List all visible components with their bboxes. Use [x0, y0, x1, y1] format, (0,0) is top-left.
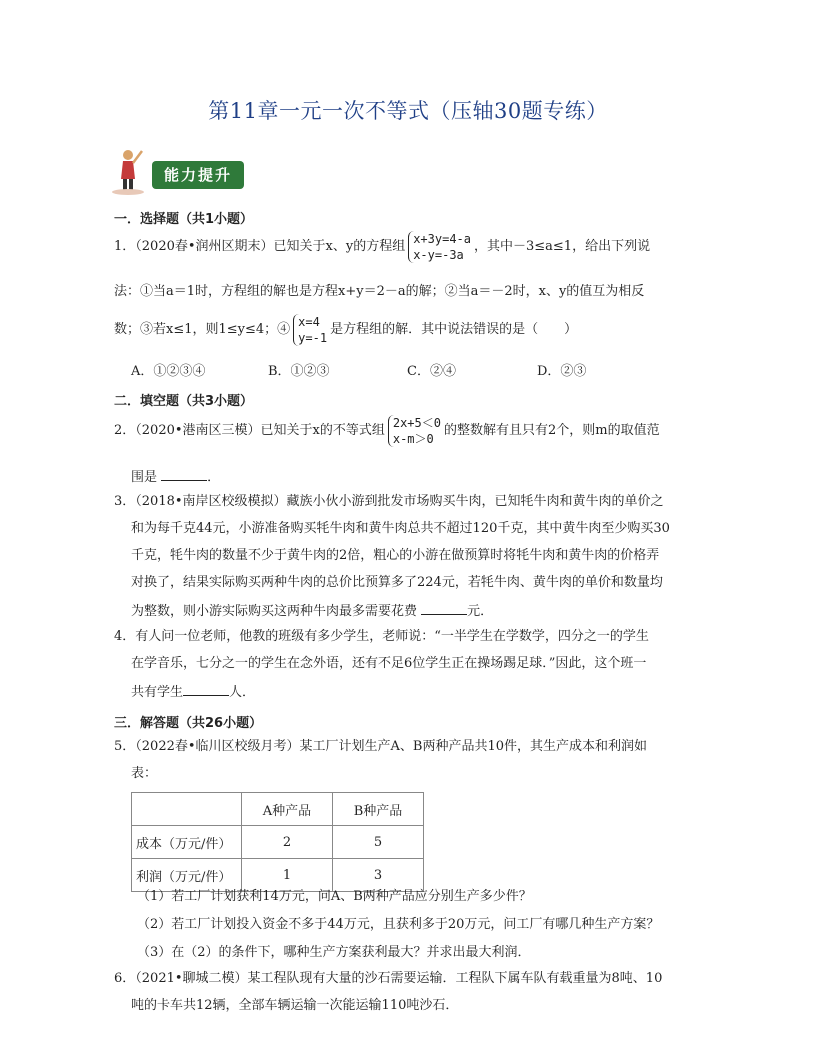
question-6-line-1: 6．（2021•聊城二模）某工程队现有大量的沙石需要运输．工程队下属车队有载重量为8吨、10 [114, 971, 663, 986]
table-cell: 利润（万元/件） [132, 859, 242, 892]
q3-text-b: 元． [467, 604, 494, 619]
table-cell: 成本（万元/件） [132, 826, 242, 859]
q1-sol-top: x=4 [298, 314, 320, 329]
q2-ineq-bottom: x-m＞0 [392, 431, 434, 446]
question-1-line-1 [114, 230, 650, 264]
question-3-line-2: 和为每千克44元，小游准备购买牦牛肉和黄牛肉总共不超过120千克，其中黄牛肉至少购买30 [131, 521, 670, 536]
page-title: 第11章一元一次不等式（压轴30题专练） [208, 99, 608, 123]
q1-solution-system [293, 314, 327, 346]
question-3-line-3: 千克，牦牛肉的数量不少于黄牛肉的2倍，粗心的小游在做预算时将牦牛肉和黄牛肉的价格弄 [131, 548, 660, 563]
question-2-line-2 [131, 466, 220, 488]
question-1-line-2: 法：①当a＝1时，方程组的解也是方程x+y＝2－a的解；②当a＝－2时，x、y的值互为相反 [114, 284, 645, 299]
option-a[interactable]: A．①②③④ [131, 364, 206, 379]
question-3-line-5 [131, 600, 493, 622]
question-3-line-1: 3．（2018•南岸区校级模拟）藏族小伙小游到批发市场购买牛肉，已知牦牛肉和黄牛肉的单价之 [114, 494, 664, 509]
table-header-row [132, 793, 424, 826]
section-heading-choice: 一．选择题（共1小题） [114, 212, 254, 227]
q2-text-c: 围是 [131, 470, 158, 485]
option-b[interactable]: B．①②③ [268, 364, 330, 379]
q1-eq-top: x+3y=4-a [413, 231, 471, 246]
question-1-line-3 [114, 313, 577, 347]
badge-label: 能力提升 [152, 161, 244, 189]
table-cell: 3 [333, 859, 424, 892]
q1-text-d: 是方程组的解．其中说法错误的是（ ） [330, 322, 578, 337]
table-header-cell [132, 793, 242, 826]
question-3-line-4: 对换了，结果实际购买两种牛肉的总价比预算多了224元，若牦牛肉、黄牛肉的单价和数量均 [131, 575, 663, 590]
answer-blank[interactable] [183, 681, 229, 696]
q1-text-c: 数；③若x≤1，则1≤y≤4；④ [114, 322, 291, 337]
question-5-line-2: 表： [131, 766, 158, 781]
table-header-cell: B种产品 [333, 793, 424, 826]
question-4-line-3 [131, 681, 255, 703]
table-cell: 1 [242, 859, 333, 892]
q1-text-a: 1．（2020春•润州区期末）已知关于x、y的方程组 [114, 239, 406, 254]
q2-text-a: 2．（2020•港南区三模）已知关于x的不等式组 [114, 423, 385, 438]
q1-text-b: ，其中－3≤a≤1，给出下列说 [474, 239, 651, 254]
question-4-line-2: 在学音乐，七分之一的学生在念外语，还有不足6位学生正在操场踢足球．”因此，这个班一 [131, 656, 647, 671]
production-table [131, 792, 424, 892]
section-heading-fill: 二．填空题（共3小题） [114, 394, 254, 409]
question-4-line-1: 4．有人问一位老师，他教的班级有多少学生，老师说：“一半学生在学数学，四分之一的学生 [114, 629, 649, 644]
q1-equation-system [408, 231, 471, 263]
option-d[interactable]: D．②③ [537, 364, 587, 379]
q2-text-d: ． [207, 470, 221, 485]
q1-sol-bottom: y=-1 [298, 330, 328, 345]
question-2-line-1 [114, 412, 660, 450]
table-row [132, 826, 424, 859]
q4-text-b: 人． [229, 685, 256, 700]
answer-blank[interactable] [421, 600, 467, 615]
ability-badge [110, 145, 250, 195]
question-5-sub-3: （3）在（2）的条件下，哪种生产方案获利最大？并求出最大利润． [137, 945, 531, 960]
q3-text-a: 为整数，则小游实际购买这两种牛肉最多需要花费 [131, 604, 418, 619]
question-5-sub-2: （2）若工厂计划投入资金不多于44万元，且获利多于20万元，问工厂有哪几种生产方案？ [137, 917, 660, 932]
table-header-cell: A种产品 [242, 793, 333, 826]
question-5-line-1: 5．（2022春•临川区校级月考）某工厂计划生产A、B两种产品共10件，其生产成本和利润如 [114, 739, 648, 754]
section-heading-answer: 三．解答题（共26小题） [114, 716, 263, 731]
question-6-line-2: 吨的卡车共12辆，全部车辆运输一次能运输110吨沙石． [131, 998, 459, 1013]
q1-eq-bottom: x-y=-3a [413, 247, 464, 262]
answer-blank[interactable] [161, 466, 207, 481]
table-cell: 5 [333, 826, 424, 859]
q2-ineq-top: 2x+5＜0 [392, 415, 441, 430]
table-cell: 2 [242, 826, 333, 859]
option-c[interactable]: C．②④ [407, 364, 456, 379]
question-5-sub-1: （1）若工厂计划获利14万元，问A、B两种产品应分别生产多少件？ [137, 889, 532, 904]
q4-text-a: 共有学生 [131, 685, 184, 700]
q2-text-b: 的整数解有且只有2个，则m的取值范 [443, 423, 660, 438]
q2-inequality-system [388, 415, 441, 447]
